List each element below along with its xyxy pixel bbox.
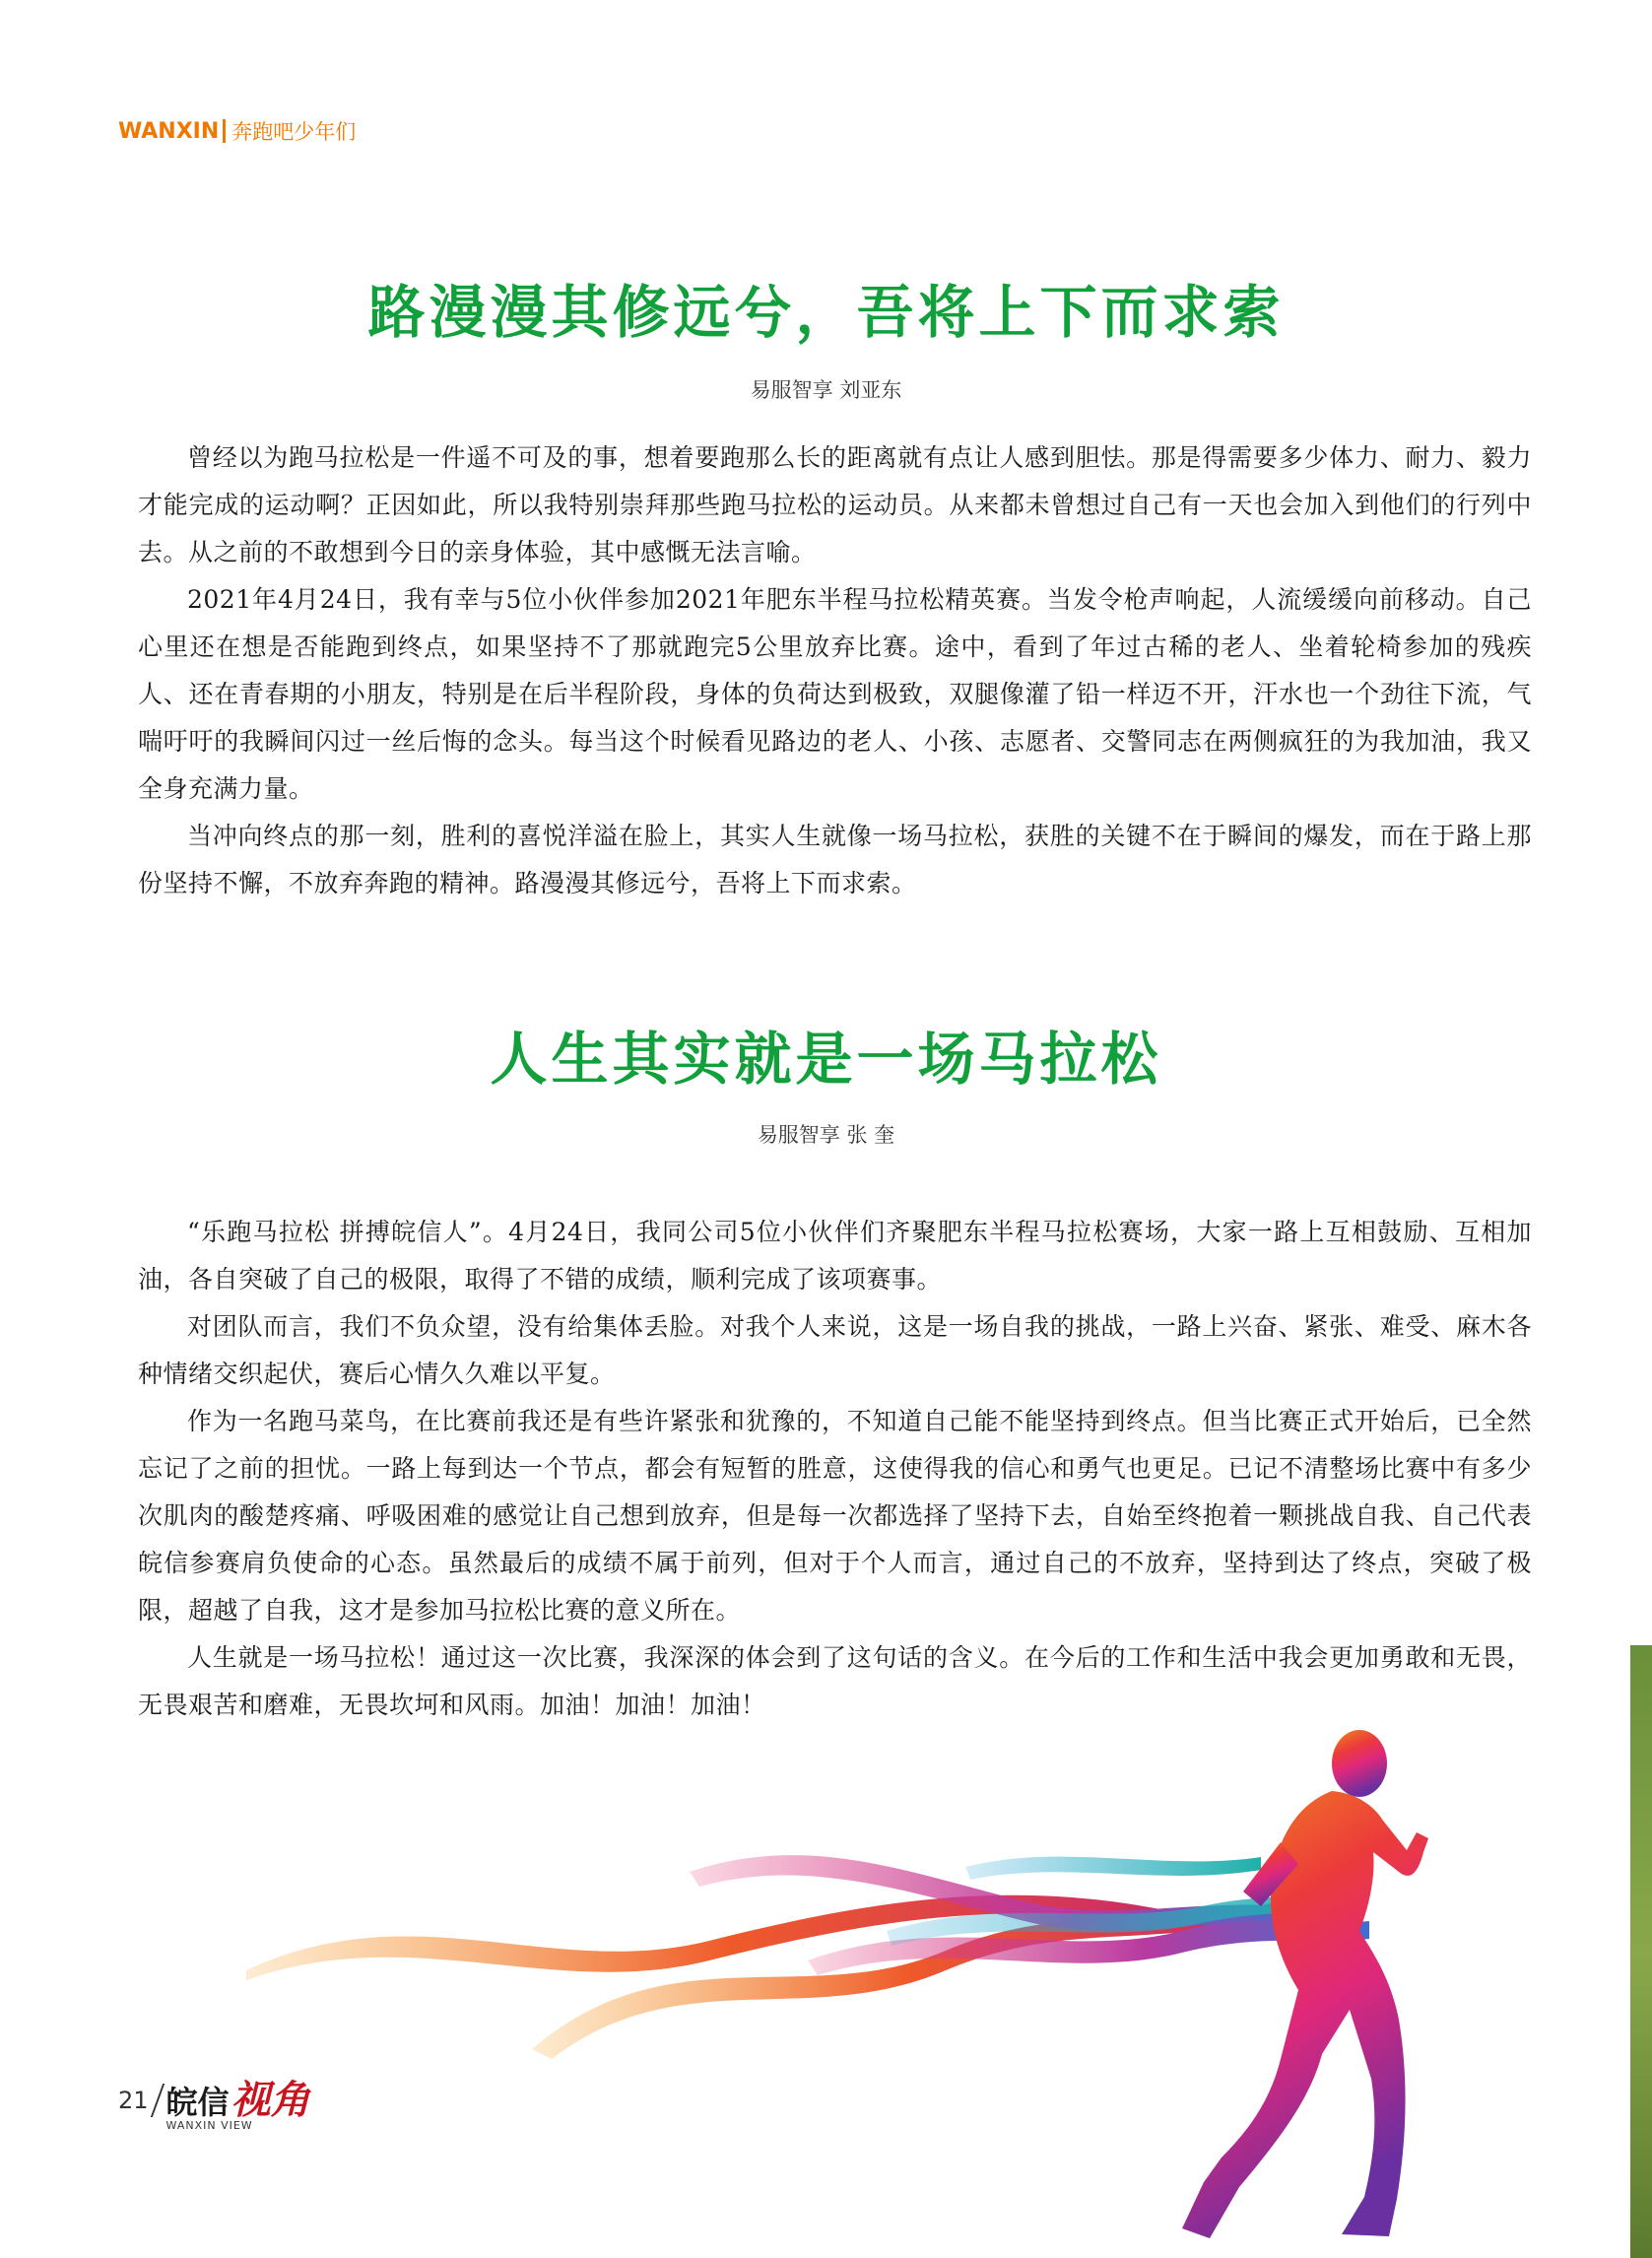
speed-ribbons — [246, 1855, 1369, 2059]
runner-silhouette — [1182, 1730, 1428, 2238]
article1-paragraph: 2021年4月24日，我有幸与5位小伙伴参加2021年肥东半程马拉松精英赛。当发令枪声响起，人流缓缓向前移动。自己心里还在想是否能跑到终点，如果坚持不了那就跑完5公里放弃比赛。途中，看到了年过古稀的老人、坐着轮椅参加的残疾人、还在青春期的小朋友，特别是在后半程阶段，身体的负荷达到极致，双腿像灌了铅一样迈不开，汗水也一个劲往下流，气喘吁吁的我瞬间闪过一丝后悔的念头。每当这个时候看见路边的老人、小孩、志愿者、交警同志在两侧疯狂的为我加油，我又全身充满力量。 — [138, 585, 1532, 803]
article2-paragraph: 作为一名跑马菜鸟，在比赛前我还是有些许紧张和犹豫的，不知道自己能不能坚持到终点。但当比赛正式开始后，已全然忘记了之前的担忧。一路上每到达一个节点，都会有短暂的胜意，这使得我的信心和勇气也更足。已记不清整场比赛中有多少次肌肉的酸楚疼痛、呼吸困难的感觉让自己想到放弃，但是每一次都选择了坚持下去，自始至终抱着一颗挑战自我、自己代表皖信参赛肩负使命的心态。虽然最后的成绩不属于前列，但对于个人而言，通过自己的不放弃，坚持到达了终点，突破了极限，超越了自我，这才是参加马拉松比赛的意义所在。 — [138, 1407, 1532, 1625]
magazine-name-a: 皖信 — [165, 2084, 230, 2121]
article2-paragraph: 人生就是一场马拉松！通过这一次比赛，我深深的体会到了这句话的含义。在今后的工作和生活中我会更加勇敢和无畏，无畏艰苦和磨难，无畏坎坷和风雨。加油！加油！加油！ — [138, 1643, 1532, 1719]
magazine-name-b: 视角 — [231, 2077, 310, 2123]
magazine-name-en: WANXIN VIEW — [165, 2119, 253, 2132]
article2-byline: 易服智享 张 奎 — [757, 1123, 895, 1147]
brand-name: WANXIN — [118, 118, 220, 144]
magazine-logo — [166, 2069, 310, 2132]
article2-paragraph: “乐跑马拉松 拼搏皖信人”。4月24日，我同公司5位小伙伴们齐聚肥东半程马拉松赛场，大家一路上互相鼓励、互相加油，各自突破了自己的极限，取得了不错的成绩，顺利完成了该项赛事。 — [138, 1218, 1532, 1294]
edge-decoration — [1630, 1645, 1652, 2258]
page-footer — [118, 2069, 310, 2132]
article1-byline: 易服智享 刘亚东 — [750, 378, 902, 402]
article2-title: 人生其实就是一场马拉松 — [490, 1026, 1162, 1093]
article1-paragraph: 当冲向终点的那一刻，胜利的喜悦洋溢在脸上，其实人生就像一场马拉松，获胜的关键不在于瞬间的爆发，而在于路上那份坚持不懈，不放弃奔跑的精神。路漫漫其修远兮，吾将上下而求索。 — [138, 822, 1532, 897]
article1-title: 路漫漫其修远兮，吾将上下而求索 — [367, 279, 1285, 346]
page-number: 21 — [118, 2087, 149, 2114]
column-name: 奔跑吧少年们 — [231, 120, 357, 144]
article1-paragraph: 曾经以为跑马拉松是一件遥不可及的事，想着要跑那么长的距离就有点让人感到胆怯。那是得需要多少体力、耐力、毅力才能完成的运动啊？正因如此，所以我特别崇拜那些跑马拉松的运动员。从来都未曾想过自己有一天也会加入到他们的行列中去。从之前的不敢想到今日的亲身体验，其中感慨无法言喻。 — [138, 443, 1532, 566]
footer-divider — [150, 2084, 164, 2117]
article2-paragraph: 对团队而言，我们不负众望，没有给集体丢脸。对我个人来说，这是一场自我的挑战，一路上兴奋、紧张、难受、麻木各种情绪交织起伏，赛后心情久久难以平复。 — [138, 1312, 1532, 1388]
